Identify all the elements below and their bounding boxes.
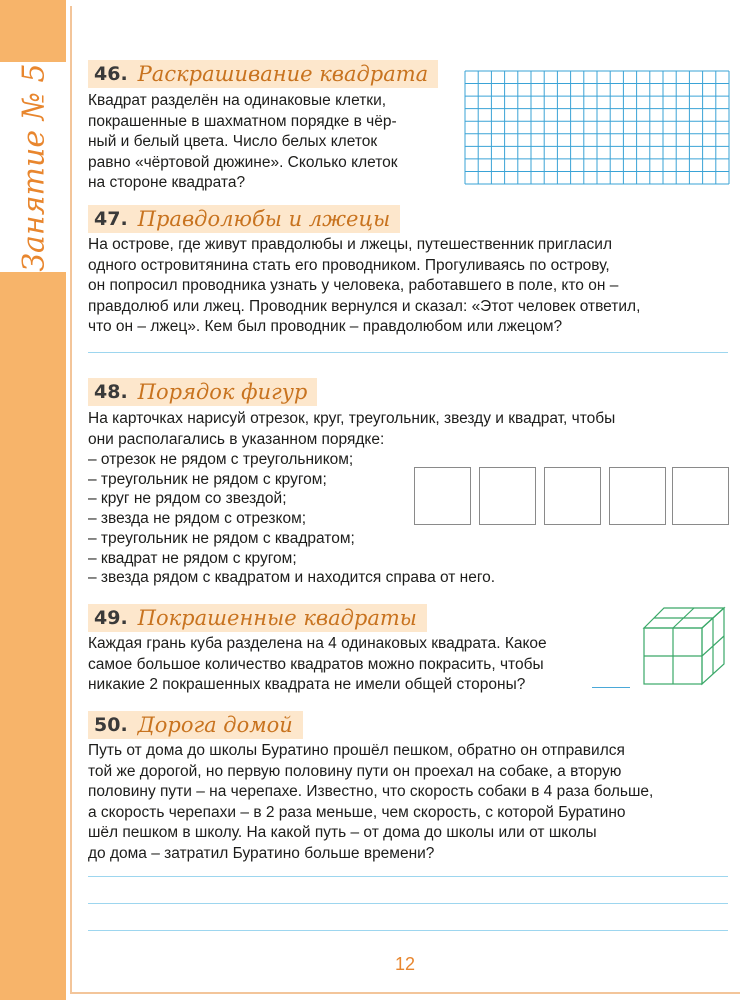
figure-card-3[interactable] <box>544 467 601 525</box>
figure-card-1[interactable] <box>414 467 471 525</box>
grid-square-figure <box>464 70 730 185</box>
condition-item: – квадрат не рядом с кругом; <box>88 549 297 567</box>
text-line: он попросил проводника узнать у человека, работавшего в поле, кто он – <box>88 277 619 294</box>
text-line: На острове, где живут правдолюбы и лжецы, путешественник пригласил <box>88 236 613 253</box>
problem-number: 48. <box>94 381 128 403</box>
problem-title: Раскрашивание квадрата <box>137 62 429 86</box>
text-line: половину пути – на черепахе. Известно, что скорость собаки в 4 раза больше, <box>88 783 654 800</box>
problem-46-title <box>88 60 438 88</box>
cube-figure <box>640 604 730 688</box>
text-line: одного островитянина стать его проводником. Прогуливаясь по острову, <box>88 256 610 274</box>
condition-item: – круг не рядом со звездой; <box>88 490 287 508</box>
text-line: а скорость черепахи – в 2 раза меньше, чем скорость, с которой Буратино <box>88 803 626 821</box>
lesson-label-text: Занятие № 5 <box>16 62 52 272</box>
text-line: до дома – затратил Буратино больше времени? <box>88 844 435 862</box>
problem-number: 47. <box>94 208 128 230</box>
text-line: правдолюб или лжец. Проводник вернулся и сказал: «Этот человек ответил, <box>88 297 641 315</box>
problem-title: Дорога домой <box>137 713 293 737</box>
figure-card-4[interactable] <box>609 467 666 525</box>
problem-47-title <box>88 205 400 233</box>
text-line: той же дорогой, но первую половину пути он проехал на собаке, а вторую <box>88 762 622 780</box>
text-line: шёл пешком в школу. На какой путь – от дома до школы или от школы <box>88 824 597 841</box>
text-line: никакие 2 покрашенных квадрата не имели общей стороны? <box>88 676 526 693</box>
text-line: они располагались в указанном порядке: <box>88 430 385 448</box>
frame-line-bottom <box>70 992 740 994</box>
text-line: Каждая грань куба разделена на 4 одинаковых квадрата. Какое <box>88 635 547 652</box>
problem-title: Покрашенные квадраты <box>137 606 417 630</box>
condition-item: – треугольник не рядом с квадратом; <box>88 529 355 547</box>
figure-card-2[interactable] <box>479 467 536 525</box>
text-line: На карточках нарисуй отрезок, круг, треугольник, звезду и квадрат, чтобы <box>88 410 616 427</box>
text-line: Квадрат разделён на одинаковые клетки, <box>88 92 387 109</box>
problem-47-text <box>88 235 728 338</box>
answer-line[interactable] <box>88 903 728 904</box>
problem-48-title <box>88 378 317 406</box>
text-line: покрашенные в шахматном порядке в чёр- <box>88 112 397 130</box>
condition-item: – звезда рядом с квадратом и находится справа от него. <box>88 569 496 587</box>
answer-line[interactable] <box>88 930 728 931</box>
text-line: самое большое количество квадратов можно покрасить, чтобы <box>88 655 544 673</box>
answer-line-short[interactable] <box>592 687 630 688</box>
text-line: равно «чёртовой дюжине». Сколько клеток <box>88 153 398 171</box>
problem-50-title <box>88 711 303 739</box>
answer-line[interactable] <box>88 876 728 877</box>
problem-50-text <box>88 741 728 864</box>
condition-item: – отрезок не рядом с треугольником; <box>88 451 354 468</box>
answer-line[interactable] <box>88 352 728 353</box>
problem-49-title <box>88 604 427 632</box>
figure-card-5[interactable] <box>672 467 729 525</box>
condition-item: – звезда не рядом с отрезком; <box>88 510 307 528</box>
text-line: Путь от дома до школы Буратино прошёл пешком, обратно он отправился <box>88 742 625 759</box>
problem-48-text <box>88 409 728 450</box>
problem-title: Порядок фигур <box>137 380 308 404</box>
problem-number: 50. <box>94 714 128 736</box>
problem-number: 49. <box>94 607 128 629</box>
text-line: что он – лжец». Кем был проводник – правдолюбом или лжецом? <box>88 318 563 335</box>
problem-46-text <box>88 91 444 194</box>
text-line: ный и белый цвета. Число белых клеток <box>88 133 378 150</box>
problem-49-text <box>88 634 608 696</box>
problem-title: Правдолюбы и лжецы <box>137 207 391 231</box>
lesson-label <box>6 62 62 272</box>
problem-number: 46. <box>94 63 128 85</box>
frame-line <box>70 6 72 994</box>
page-number: 12 <box>394 954 416 974</box>
text-line: на стороне квадрата? <box>88 174 246 191</box>
condition-item: – треугольник не рядом с кругом; <box>88 470 327 488</box>
